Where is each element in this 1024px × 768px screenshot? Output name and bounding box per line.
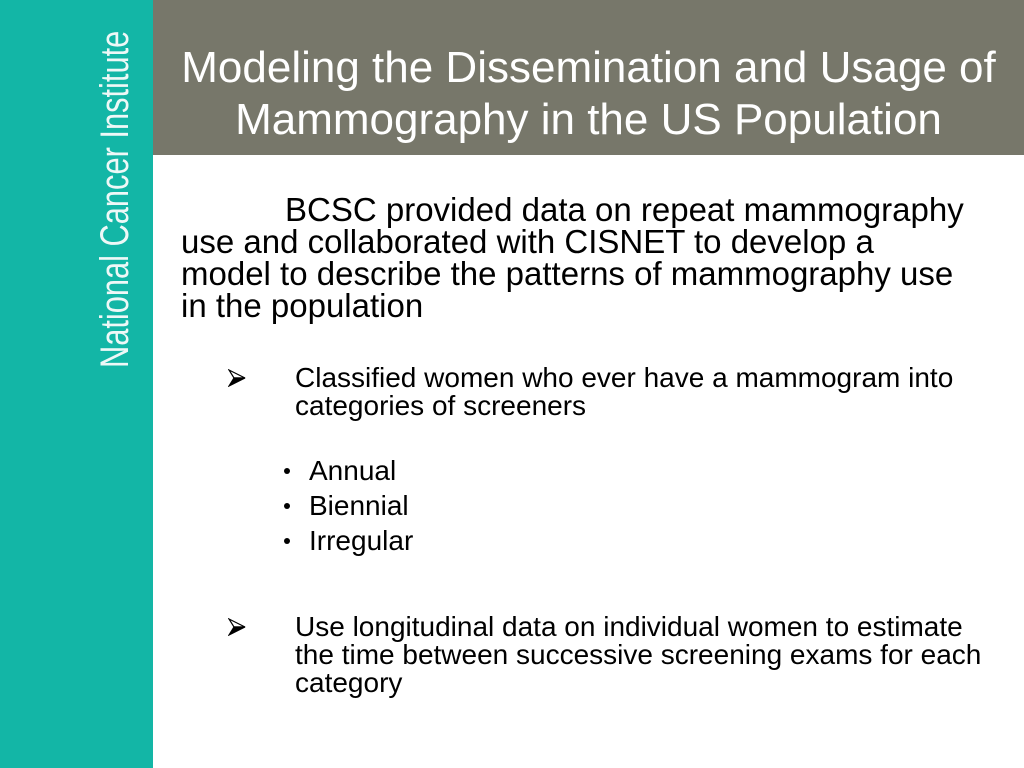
bullet-line: the time between successive screening exams for each (295, 639, 982, 670)
intro-line: model to describe the patterns of mammography use (181, 255, 954, 292)
list-item-label: Irregular (309, 525, 414, 556)
bullet-classified (295, 364, 953, 420)
intro-paragraph (181, 191, 964, 324)
intro-line: BCSC provided data on repeat mammography (285, 191, 964, 228)
bullet-line: categories of screeners (295, 390, 587, 421)
bullet-line: category (295, 667, 403, 698)
bullet-dot-icon (284, 468, 290, 474)
list-item-label: Annual (309, 455, 397, 486)
slide-title-line-2: Mammography in the US Population (235, 95, 942, 144)
bullet-longitudinal (295, 613, 981, 697)
arrow-bullet-icon (228, 618, 246, 636)
arrow-bullet-icon (228, 369, 246, 387)
bullet-line: Use longitudinal data on individual women to estimate (295, 611, 963, 642)
list-item-label: Biennial (309, 490, 409, 521)
bullet-dot-icon (284, 538, 290, 544)
bullet-line: Classified women who ever have a mammogram into (295, 362, 954, 393)
brand-logo-text: National Cancer Institute (93, 30, 137, 369)
intro-line: use and collaborated with CISNET to develop a (181, 223, 874, 260)
bullet-dot-icon (284, 503, 290, 509)
sidebar (0, 0, 153, 768)
intro-line: in the population (181, 287, 424, 324)
slide-header (153, 0, 1024, 155)
slide-title-line-1: Modeling the Dissemination and Usage of (181, 43, 996, 92)
